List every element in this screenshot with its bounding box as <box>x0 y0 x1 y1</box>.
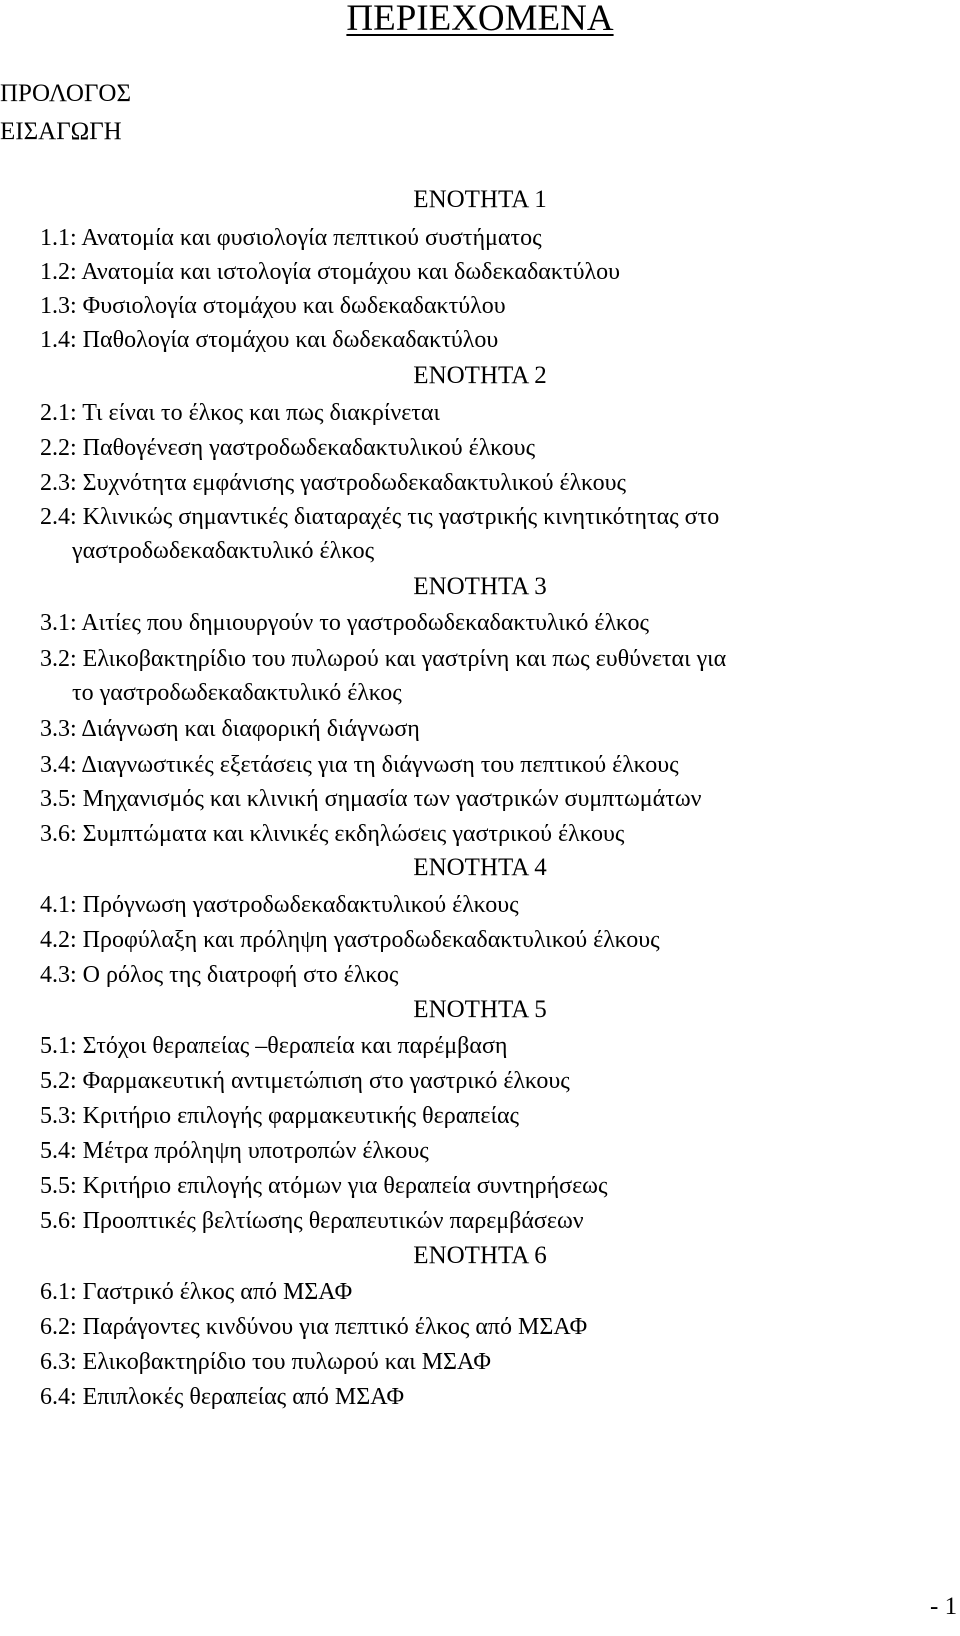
toc-entry-continuation: το γαστροδωδεκαδακτυλικό έλκος <box>72 680 402 706</box>
section-heading: ΕΝΟΤΗΤΑ 3 <box>413 573 547 600</box>
toc-entry: 6.3: Ελικοβακτηρίδιο του πυλωρού και ΜΣΑΦ <box>40 1349 491 1375</box>
toc-entry: 3.2: Ελικοβακτηρίδιο του πυλωρού και γαστρίνη και πως ευθύνεται για <box>40 646 727 672</box>
toc-entry: 3.4: Διαγνωστικές εξετάσεις για τη διάγνωση του πεπτικού έλκους <box>40 752 679 778</box>
toc-front-prologue: ΠΡΟΛΟΓΟΣ <box>0 80 132 107</box>
toc-entry: 6.4: Επιπλοκές θεραπείας από ΜΣΑΦ <box>40 1384 405 1410</box>
toc-entry: 1.2: Ανατομία και ιστολογία στομάχου και δωδεκαδακτύλου <box>40 259 621 285</box>
toc-entry: 5.3: Κριτήριο επιλογής φαρμακευτικής θεραπείας <box>40 1103 520 1129</box>
toc-entry: 2.3: Συχνότητα εμφάνισης γαστροδωδεκαδακτυλικού έλκους <box>40 470 627 496</box>
toc-entry: 5.2: Φαρμακευτική αντιμετώπιση στο γαστρικό έλκους <box>40 1068 570 1094</box>
section-heading: ΕΝΟΤΗΤΑ 6 <box>413 1242 547 1269</box>
toc-entry-continuation: γαστροδωδεκαδακτυλικό έλκος <box>72 538 375 564</box>
toc-entry: 5.6: Προοπτικές βελτίωσης θεραπευτικών παρεμβάσεων <box>40 1208 584 1234</box>
toc-entry: 2.1: Τι είναι το έλκος και πως διακρίνεται <box>40 400 440 426</box>
toc-entry: 5.4: Μέτρα πρόληψη υποτροπών έλκους <box>40 1138 429 1164</box>
toc-entry: 3.3: Διάγνωση και διαφορική διάγνωση <box>40 716 420 742</box>
toc-front-introduction: ΕΙΣΑΓΩΓΗ <box>0 118 122 145</box>
toc-entry: 1.1: Ανατομία και φυσιολογία πεπτικού συστήματος <box>40 225 542 251</box>
toc-entry: 4.1: Πρόγνωση γαστροδωδεκαδακτυλικού έλκους <box>40 892 519 918</box>
page-number: - 1 <box>930 1593 958 1620</box>
toc-entry: 2.4: Κλινικώς σημαντικές διαταραχές τις γαστρικής κινητικότητας στο <box>40 504 720 530</box>
page-title: ΠΕΡΙΕΧΟΜΕΝΑ <box>346 0 614 39</box>
toc-entry: 3.1: Αιτίες που δημιουργούν το γαστροδωδεκαδακτυλικό έλκος <box>40 610 649 636</box>
toc-entry: 6.1: Γαστρικό έλκος από ΜΣΑΦ <box>40 1279 353 1305</box>
section-heading: ΕΝΟΤΗΤΑ 5 <box>413 996 547 1023</box>
toc-entry: 5.1: Στόχοι θεραπείας –θεραπεία και παρέμβαση <box>40 1033 508 1059</box>
toc-entry: 1.3: Φυσιολογία στομάχου και δωδεκαδακτύλου <box>40 293 506 319</box>
section-heading: ΕΝΟΤΗΤΑ 1 <box>413 186 547 213</box>
toc-entry: 1.4: Παθολογία στομάχου και δωδεκαδακτύλου <box>40 327 499 353</box>
toc-entry: 3.5: Μηχανισμός και κλινική σημασία των γαστρικών συμπτωμάτων <box>40 786 702 812</box>
toc-entry: 4.2: Προφύλαξη και πρόληψη γαστροδωδεκαδακτυλικού έλκους <box>40 927 660 953</box>
section-heading: ΕΝΟΤΗΤΑ 2 <box>413 362 547 389</box>
toc-entry: 2.2: Παθογένεση γαστροδωδεκαδακτυλικού έλκους <box>40 435 536 461</box>
section-heading: ΕΝΟΤΗΤΑ 4 <box>413 854 547 881</box>
toc-entry: 3.6: Συμπτώματα και κλινικές εκδηλώσεις γαστρικού έλκους <box>40 821 625 847</box>
toc-entry: 6.2: Παράγοντες κινδύνου για πεπτικό έλκος από ΜΣΑΦ <box>40 1314 588 1340</box>
toc-entry: 4.3: Ο ρόλος της διατροφή στο έλκος <box>40 962 399 988</box>
toc-entry: 5.5: Κριτήριο επιλογής ατόμων για θεραπεία συντηρήσεως <box>40 1173 608 1199</box>
